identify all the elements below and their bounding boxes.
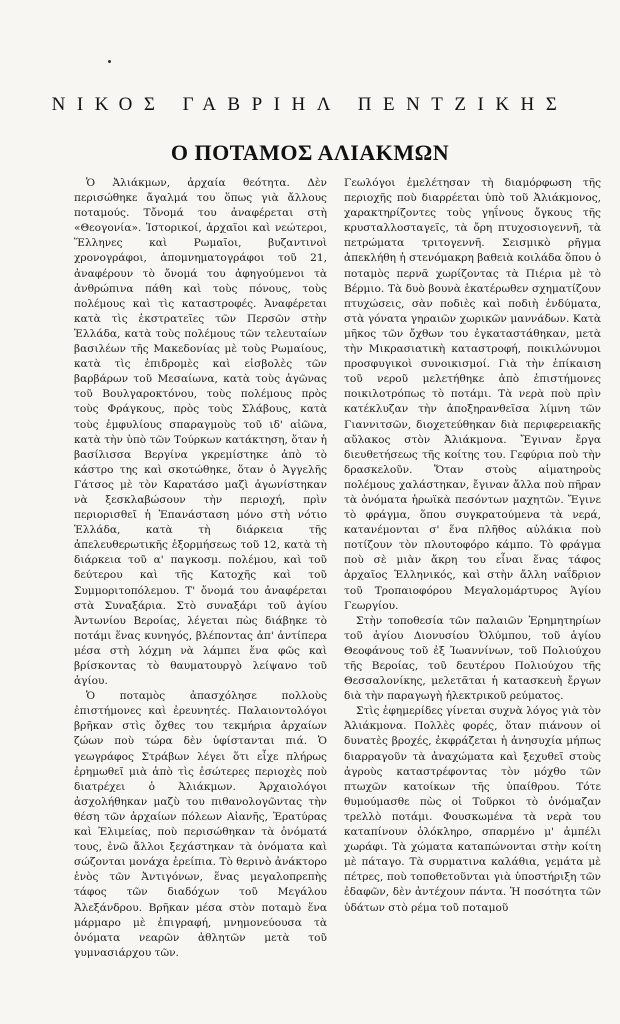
scan-speck (108, 60, 111, 63)
article-title: Ο ΠΟΤΑΜΟΣ ΑΛΙΑΚΜΩΝ (170, 140, 450, 165)
text-column-left (74, 176, 327, 1006)
text-column-right (344, 176, 601, 1006)
author-name: ΝΙΚΟΣ ΓΑΒΡΙΗΛ ΠΕΝΤΖΙΚΗΣ (51, 94, 569, 115)
paragraph: Στὴν τοποθεσία τῶν παλαιῶν Ἐρημητηρίων τοῦ ἁγίου Διονυσίου Ὀλύμπου, τοῦ ἁγίου Θεοφάνους τοῦ ἐξ Ἰωαννίνων, τοῦ Πολιούχου τῆς Βεροίας, τοῦ δευτέρου Πολιούχου τῆς Θεσσαλονίκης, μελετᾶται ἡ κατασκευὴ ἔργων διὰ τὴν παραγωγὴ ἠλεκτρικοῦ ρεύματος. (344, 614, 601, 703)
paragraph: Ὁ ποταμὸς ἀπασχόλησε πολλοὺς ἐπιστήμονες καὶ ἐρευνητές. Παλαιοντολόγοι βρῆκαν στὶς ὄχθες του τεκμήρια ἀρχαίων ζώων ποὺ τώρα δὲν ὑφίστανται πιά. Ὁ γεωγράφος Στράβων λέγει ὅτι εἶχε πλήρως ἐρημωθεῖ μιὰ ἀπὸ τὶς ἐσώτερες περιοχὲς ποὺ διατρέχει ὁ Ἀλιάκμων. Ἀρχαιολόγοι ἀσχολήθηκαν μαζὺ του πιθανολογῶντας τὴν θέση τῶν ἀρχαίων πόλεων Αἰανῆς, Ἐρατύρας καὶ Ἐλιμείας, ποὺ περισώθηκαν τὰ ὀνόματά τους, ἐνῶ ἄλλοι ξεχάστηκαν τὰ ὀνόματα καὶ σώζονται μονάχα ἐρείπια. Τὸ θερινὸ ἀνάκτορο ἑνὸς τῶν Ἀντιγόνων, ἕνας μεγαλοπρεπὴς τάφος τῶν διαδόχων τοῦ Μεγάλου Ἀλεξάνδρου. Βρῆκαν μέσα στὸν ποταμὸ ἕνα μάρμαρο μὲ ἐπιγραφή, μνημονεύουσα τὰ ὀνόματα νεαρῶν ἀθλητῶν μετὰ τοῦ γυμνασιάρχου τῶν. (74, 690, 327, 959)
paragraph: Στὶς ἐφημερίδες γίνεται συχνὰ λόγος γιὰ τὸν Ἀλιάκμονα. Πολλὲς φορές, ὅταν πιάνουν οἱ δυνατὲς βροχές, ἐκφράζεται ἡ ἀνησυχία μήπως διαρραγοῦν τὰ ἀναχώματα καὶ ξεχυθεῖ στοὺς ἀγροὺς καταστρέφοντας τὸν μόχθο τῶν πτωχῶν κατοίκων τῆς ὑπαίθρου. Τότε θυμούμασθε πὼς οἱ Τοῦρκοι τὸ ὀνόμαζαν τρελλὸ ποτάμι. Φουσκωμένα τὰ νερὰ του καταπίνουν ὁλόκληρο, σπαρμένο μ' ἀμπέλι χωράφι. Τὰ χώματα καταπώνονται στὴν κοίτη μὲ πάταγο. Τὰ συρματινα καλάθια, γεμάτα μὲ πέτρες, ποὺ τοποθετοῦνται γιὰ ὑποστήριξη τῶν ἐδαφῶν, δὲν ἀντέχουν πάντα. Ἡ ποσότητα τῶν ὑδάτων στὸ ρέμα τοῦ ποταμοῦ (344, 705, 601, 914)
paragraph: Γεωλόγοι ἐμελέτησαν τὴ διαμόρφωση τῆς περιοχῆς ποὺ διαρρέεται ὑπὸ τοῦ Ἀλιάκμονος, χαρακτηρίζοντες τοὺς γηΐνους ὄγκους τῆς κρυσταλλοσταγεῖς, τὰ ὄρη πτυχοσιογεννῆ, τὰ πετρώματα τριτογεννῆ. Σεισμικὸ ρῆγμα ἀπεκλήθη ἡ στενόμακρη βαθειὰ κοιλάδα ὅπου ὁ ποταμὸς περνᾶ χωρίζοντας τὰ Πιέρια μὲ τὸ Βέρμιο. Τὰ δυὸ βουνὰ ἑκατέρωθεν σχηματίζουν πτυχώσεις, σὰν ποδιὲς καὶ ποδιὴ ἐνδύματα, στὰ γόνατα γηραιῶν χωρικῶν μαννάδων. Κατὰ μῆκος τῶν ὄχθων του ἐγκαταστάθηκαν, μετὰ τὴν Μικρασιατικὴ καταστροφή, ποικιλώνυμοι προσφυγικοὶ συνοικισμοί. Γιὰ τὴν ἐπίκαιση τοῦ νεροῦ μελετήθηκε ἀπὸ ἐπιστήμονες ποικιλοτρόπως τὸ ποτάμι. Τὰ νερὰ ποὺ πρὶν κατέκλυζαν τὴν ἀποξηρανθεῖσα λίμνη τῶν Γιαννιτσῶν, διοχετεύθηκαν διὰ περιφερειακῆς αὔλακος στὸν Ἀλιάκμονα. Ἔγιναν ἔργα διευθετήσεως τῆς κοίτης του. Γεφύρια ποὺ τὴν δρασκελοῦν. Ὅταν στοὺς αἱματηροὺς πολέμους χαλάστηκαν, ἔγιναν ἄλλα ποὺ πῆραν τὰ ὀνόματα ἡρωϊκὰ πεσόντων μαχητῶν. Ἔγινε τὸ φράγμα, ὅπου συγκρατούμενα τὰ νερά, κατανέμονται σ' ἕνα πλῆθος αὐλάκια ποὺ ποτίζουν τὸν πλουτοφόρο κάμπο. Τὸ φράγμα ποὺ σὲ μιὰν ἄκρη του εἶναι ἕνας τάφος ἀρχαῖος Ἑλληνικός, καὶ στὴν ἄλλη ναΐδριον τοῦ Τροπαιοφόρου Μεγαλομάρτυρος Ἁγίου Γεωργίου. (344, 177, 601, 612)
paragraph: Ὁ Ἀλιάκμων, ἀρχαία θεότητα. Δὲν περισώθηκε ἄγαλμά του ὅπως γιὰ ἄλλους ποταμούς. Τὄνομά του ἀναφέρεται στὴ «Θεογονία». Ἱστορικοί, ἀρχαῖοι καὶ νεώτεροι, Ἕλληνες καὶ Ρωμαῖοι, βυζαντινοὶ χρονογράφοι, ἀπομνηματογράφοι τοῦ 21, ἀναφέρουν τὸ ὄνομά του ἀφηγούμενοι τὰ ἀνθρώπινα πάθη καὶ τοὺς πόνους, τοὺς πολέμους καὶ τὶς καταστροφές. Ἀναφέρεται κατὰ τὶς ἐκστρατεῖες τῶν Περσῶν στὴν Ἑλλάδα, κατὰ τοὺς πολέμους τῶν τελευταίων βασιλέων τῆς Μακεδονίας μὲ τοὺς Ρωμαίους, κατὰ τὶς ἐπιδρομὲς καὶ εἰσβολὲς τῶν βαρβάρων τοῦ Μεσαίωνα, κατὰ τοὺς ἀγῶνας τοῦ Βουλγαροκτόνου, τοὺς πολέμους πρὸς τοὺς Φράγκους, πρὸς τοὺς Σλάβους, κατὰ τοὺς ἐμφυλίους σπαραγμοὺς τοῦ ιδ' αἰῶνα, κατὰ τὴν ὑπὸ τῶν Τούρκων κατάκτηση, ὅταν ἡ βασίλισσα Βεργίνα γκρεμίστηκε ἀπὸ τὸ κάστρο της καὶ σκοτώθηκε, ὅταν ὁ Ἀγγελῆς Γάτσος μὲ τὸν Καρατάσο μαζὶ ἀγωνίστηκαν νὰ ξεσκλαβώσουν τὴν περιοχή, πρὶν περιορισθεῖ ἡ Ἐπανάσταση μόνο στὴ νότιο Ἑλλάδα, κατὰ τὴ διάρκεια τῆς ἀπελευθερωτικῆς ἐξορμήσεως τοῦ 12, κατὰ τὴ διάρκεια τοῦ α' παγκοσμ. πολέμου, καὶ τοῦ δεύτερου καὶ τῆς Κατοχῆς καὶ τοῦ Συμμοριτοπόλεμου. Τ' ὄνομά του ἀναφέρεται στὰ Συναξάρια. Στὸ συναξάρι τοῦ ἁγίου Ἀντωνίου Βεροίας, λέγεται πὼς διάβηκε τὸ ποτάμι ἕνας κυνηγός, βλέποντας ἀπ' ἀντίπερα μέσα στὴ λόχμη νὰ λάμπει ἕνα φῶς καὶ βρίσκοντας τὸ θαυματουργὸ λείψανο τοῦ ἁγίου. (74, 177, 327, 688)
